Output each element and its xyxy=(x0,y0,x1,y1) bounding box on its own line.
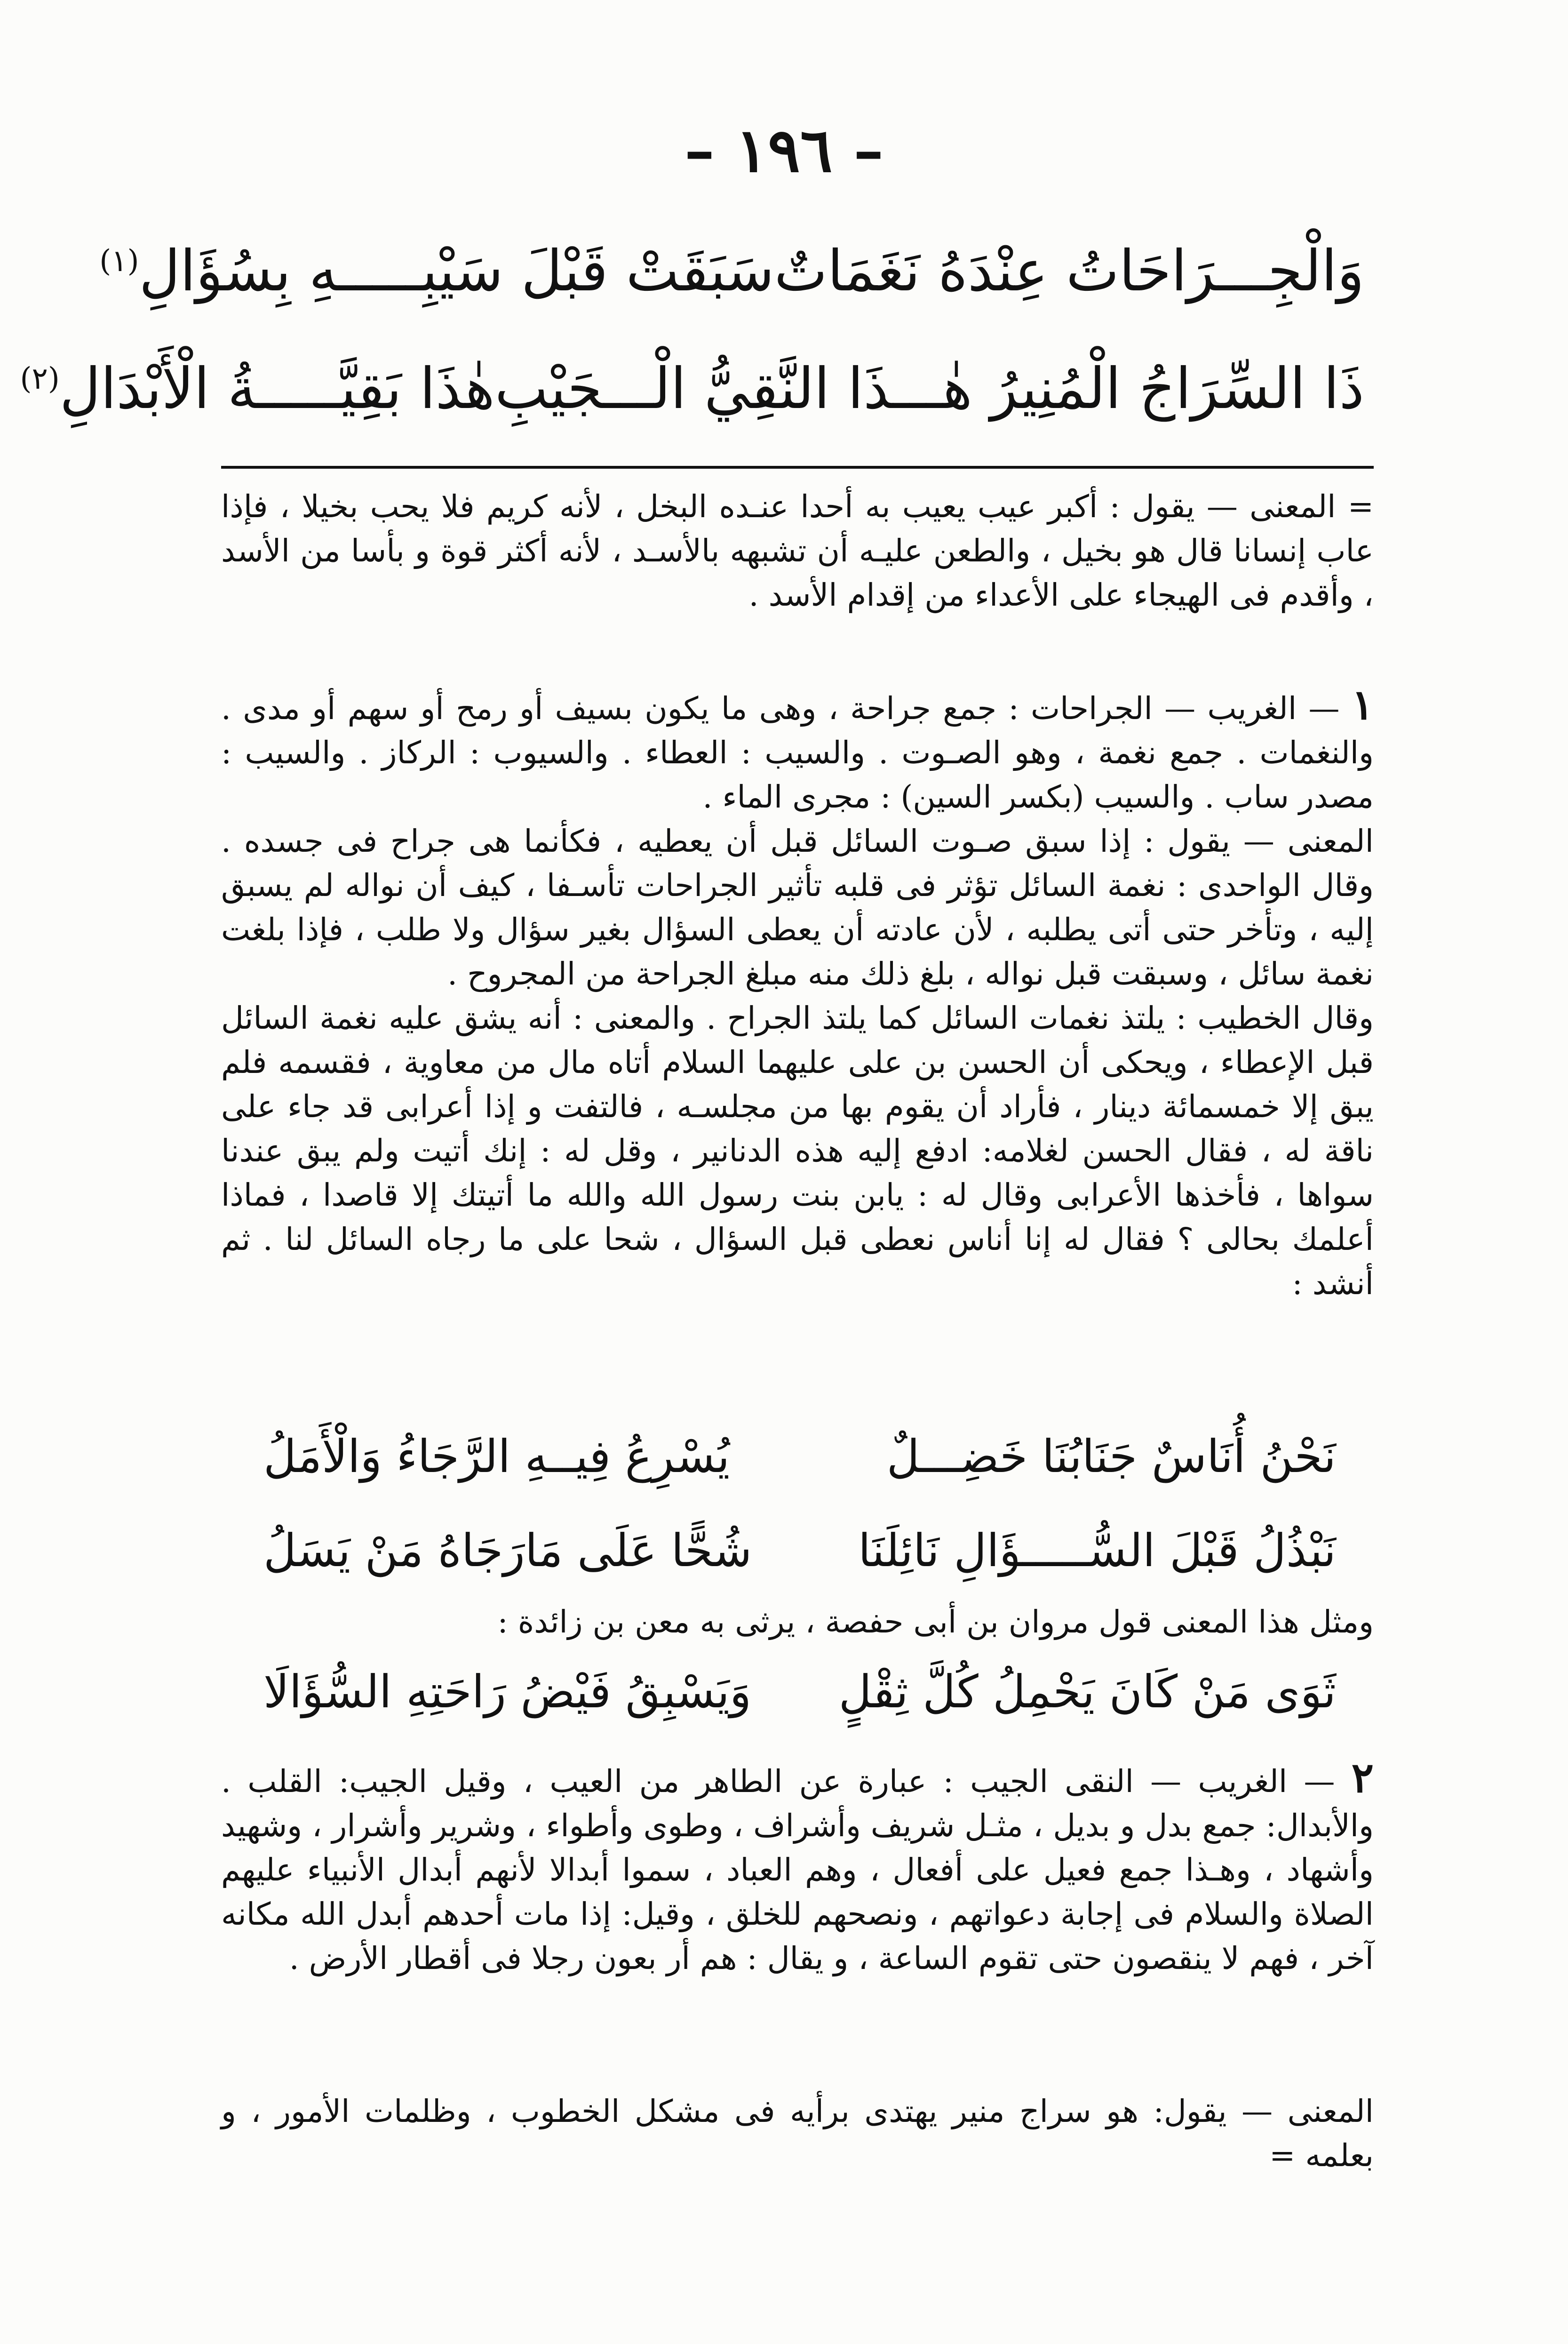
verse-hemistich-left: وَيَسْبِقُ فَيْضُ رَاحَتِهِ السُّؤَالَا xyxy=(263,1665,752,1718)
separator-rule xyxy=(221,466,1374,469)
main-verse-2 xyxy=(20,339,1364,422)
commentary-block-4 xyxy=(221,1755,1374,1981)
commentary-block-3: ومثل هذا المعنى قول مروان بن أبى حفصة ، يرثى به معن بن زائدة : xyxy=(497,1604,1374,1640)
commentary-gharib-1 xyxy=(221,682,1374,819)
verse-text: وَالْجِـــرَاحَاتُ عِنْدَهُ نَغَمَاتٌ xyxy=(774,239,1364,304)
verse-text: سَبَقَتْ قَبْلَ سَيْبِـــــهِ بِسُؤَالِ xyxy=(139,239,774,304)
verse-hemistich-right: نَحْنُ أُنَاسٌ جَنَابُنَا خَضِـــلٌ xyxy=(886,1430,1336,1483)
verse-hemistich-left xyxy=(20,339,494,429)
inline-verse-2 xyxy=(263,1515,1336,1586)
commentary-block-2 xyxy=(221,682,1374,1306)
footnote-marker: (٢) xyxy=(20,361,60,396)
commentary-block-1: = المعنى — يقول : أكبر عيب يعيب به أحدا عنـده البخل ، لأنه كريم فلا يحب بخيلا ، فإذا عاب إنسانا قال هو بخيل ، والطعن عليـه أن تشبهه بالأسـد ، لأنه أكثر قوة و بأسا من الأسد ، وأقدم فى الهيجاء على الأعداء من إقدام الأسد . xyxy=(221,488,1374,613)
verse-hemistich-left xyxy=(99,221,774,312)
footnote-marker: (١) xyxy=(99,244,139,279)
inline-verse-1 xyxy=(263,1421,1336,1492)
main-verse-1 xyxy=(99,221,1364,304)
verse-hemistich-left: شُحًّا عَلَى مَارَجَاهُ مَنْ يَسَلُ xyxy=(263,1524,752,1577)
footnote-number: ١ xyxy=(1351,680,1374,729)
verse-text: هٰذَا بَقِيَّـــــةُ الْأَبْدَالِ xyxy=(59,356,495,422)
footnote-number: ٢ xyxy=(1351,1753,1374,1802)
commentary-text: — الغريب — الجراحات : جمع جراحة ، وهى ما يكون بسيف أو رمح أو سهم أو مدى . والنغمات . جمع نغمة ، وهو الصـوت . والسيب : العطاء . والسيوب : الركاز . والسيب : مصدر ساب . والسيب (بكسر السين) : مجرى الماء . xyxy=(221,690,1374,815)
commentary-khatib: وقال الخطيب : يلتذ نغمات السائل كما يلتذ الجراح . والمعنى : أنه يشق عليه نغمة السائل قبل الإعطاء ، ويحكى أن الحسن بن على عليهما السلام أتاه مال من معاوية ، فقسمه فلم يبق إلا خمسمائة دينار ، فأراد أن يقوم بها من مجلسـه ، فالتفت و إذا أعرابى قد جاء على ناقة له ، فقال الحسن لغلامه: ادفع إليه هذه الدنانير ، وقل له : إنك أتيت ولم يبق عندنا سواها ، فأخذها الأعرابى وقال له : يابن بنت رسول الله والله ما أتيتك إلا قاصدا ، فماذا أعلمك بحالى ؟ فقال له إنا أناس نعطى قبل السؤال ، شحا على ما رجاه السائل لنا . ثم أنشد : xyxy=(221,1000,1374,1302)
inline-verse-3 xyxy=(263,1656,1336,1727)
verse-text: ذَا السِّرَاجُ الْمُنِيرُ هٰـــذَا النَّقِيُّ الْـــجَيْبِ xyxy=(494,356,1364,422)
verse-hemistich-right xyxy=(774,232,1364,312)
verse-hemistich-right: نَبْذُلُ قَبْلَ السُّـــــؤَالِ نَائِلَنَا xyxy=(858,1524,1336,1577)
commentary-text: — الغريب — النقى الجيب : عبارة عن الطاهر من العيب ، وقيل الجيب: القلب . والأبدال: جمع بدل و بديل ، مثـل شريف وأشراف ، وطوى وأطواء ، وشرير وأشرار ، وشهيد وأشهاد ، وهـذا جمع فعيل على أفعال ، وهم العباد ، سموا أبدالا لأنهم أبدال الأنبياء عليهم الصلاة والسلام فى إجابة دعواتهم ، ونصحهم للخلق ، وقيل: إذا مات أحدهم أبدل الله مكانه آخر ، فهم لا ينقصون حتى تقوم الساعة ، و يقال : هم أر بعون رجلا فى أقطار الأرض . xyxy=(221,1763,1374,1976)
verse-hemistich-left: يُسْرِعُ فِيــهِ الرَّجَاءُ وَالْأَمَلُ xyxy=(263,1430,730,1483)
commentary-block-5: المعنى — يقول: هو سراج منير يهتدى برأيه فى مشكل الخطوب ، وظلمات الأمور ، و بعلمه = xyxy=(221,2093,1374,2174)
page-number: – ١٩٦ – xyxy=(684,115,884,186)
verse-hemistich-right xyxy=(495,349,1364,429)
verse-hemistich-right: ثَوَى مَنْ كَانَ يَحْمِلُ كُلَّ ثِقْلٍ xyxy=(838,1665,1336,1718)
commentary-meaning-1: المعنى — يقول : إذا سبق صـوت السائل قبل أن يعطيه ، فكأنما هى جراح فى جسده . وقال الواحدى : نغمة السائل تؤثر فى قلبه تأثير الجراحات تأسـفا ، كيف أن نواله لم يسبق إليه ، وتأخر حتى أتى يطلبه ، لأن عادته أن يعطى السؤال بغير سؤال ولا طلب ، فإذا بلغت نغمة سائل ، وسبقت قبل نواله ، بلغ ذلك منه مبلغ الجراحة من المجروح . xyxy=(221,823,1374,992)
